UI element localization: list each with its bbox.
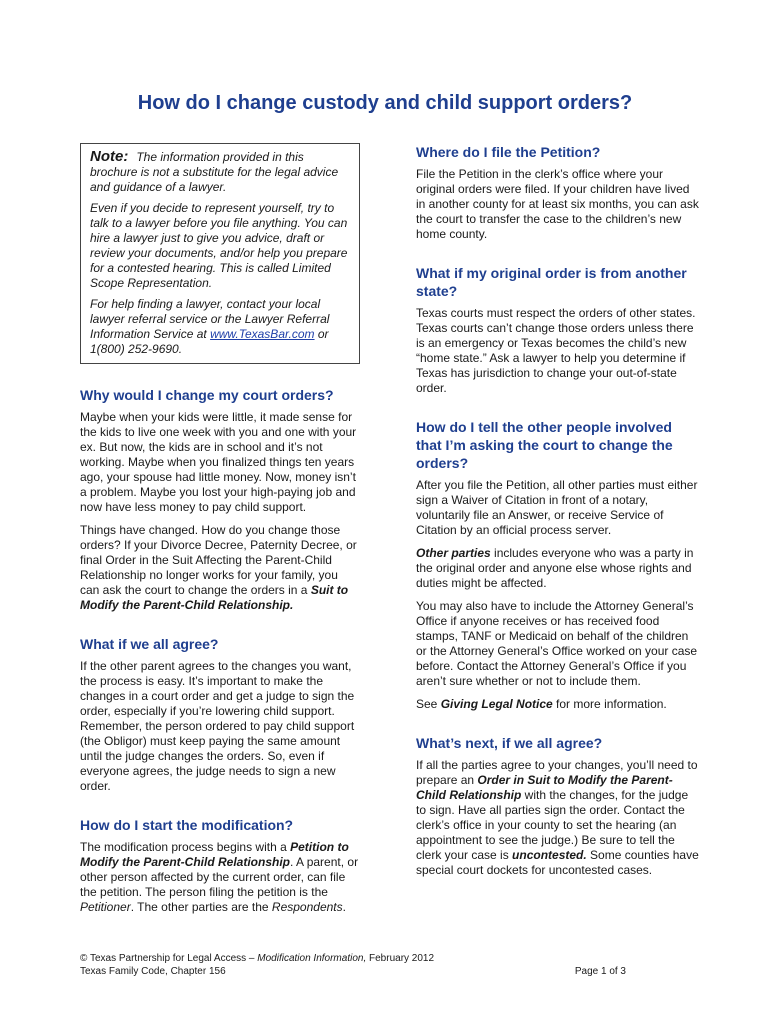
left-column [80, 143, 360, 937]
next-text-b: with the changes, for the judge to sign. Have all parties sign the order. Contact the clerk’s office in your county to set the hearing (an appointment to see the judge.) Be sure to tell the clerk your case is [416, 788, 689, 862]
start-text-a: The modification process begins with a [80, 840, 291, 854]
page-number: Page 1 of 3 [574, 966, 626, 977]
section-agree [80, 635, 360, 794]
note-text-3a: For help finding a lawyer, contact your local lawyer referral service or the Lawyer Referral Information Service at [90, 297, 330, 341]
section-next [416, 734, 700, 878]
note-paragraph-1 [90, 149, 353, 195]
heading-where: Where do I file the Petition? [416, 144, 601, 160]
note-paragraph-2: Even if you decide to represent yourself, try to talk to a lawyer before you file anything. You can hire a lawyer just to give you advice, draft or review your documents, and/or help you prepare for a contested hearing. This is called Limited Scope Representation. [90, 201, 348, 290]
tell-paragraph-1: After you file the Petition, all other parties must either sign a Waiver of Citation in front of a notary, voluntarily file an Answer, or receive Service of Citation by an official process server. [416, 478, 698, 537]
heading-agree: What if we all agree? [80, 636, 219, 652]
tell-text-2: includes everyone who was a party in the original order and anyone else whose rights and duties might be affected. [416, 546, 694, 590]
why-emphasis: Suit to Modify the Parent-Child Relationship. [80, 583, 349, 612]
why-paragraph-2 [80, 523, 360, 613]
heading-why: Why would I change my court orders? [80, 387, 334, 403]
footer-text-a: © Texas Partnership for Legal Access – [80, 953, 258, 964]
why-text-2: Things have changed. How do you change those orders? If your Divorce Decree, Paternity Decree, or final Order in the Suit Affecting the Parent-Child Relationship no longer works for your family, you can ask the court to change the orders in a [80, 523, 357, 597]
heading-start: How do I start the modification? [80, 817, 294, 833]
note-text-1: The information provided in this brochure is not a substitute for the legal advice and guidance of a lawyer. [90, 150, 339, 194]
heading-tell: How do I tell the other people involved that I’m asking the court to change the orders? [416, 419, 673, 471]
start-emphasis: Petition to Modify the Parent-Child Relationship [80, 840, 349, 869]
heading-next: What’s next, if we all agree? [416, 735, 603, 751]
note-box [80, 143, 360, 364]
footer-line-2: Texas Family Code, Chapter 156 [80, 966, 226, 977]
section-why [80, 386, 360, 613]
tell-paragraph-3: You may also have to include the Attorney General’s Office if anyone receives or has received food stamps, TANF or Medicaid on behalf of the children or the Attorney General’s Office worked on your case before. Contact the Attorney General’s Office if you aren’t sure whether or not to include them. [416, 599, 698, 688]
tell-paragraph-4 [416, 697, 700, 712]
section-other-state [416, 264, 700, 396]
next-paragraph-1 [416, 758, 700, 878]
start-text-b: . A parent, or other person affected by the current order, can file the petition. The person filing the petition is the [80, 855, 359, 899]
why-paragraph-1: Maybe when your kids were little, it made sense for the kids to live one week with you and one with your ex. But now, the kids are in school and it’s not working. Maybe when you finalized things ten years ago, your spouse had little money. Now, money isn’t a problem. Maybe you lost your high-paying job and now have less money to pay child support. [80, 410, 357, 514]
next-text-a: If all the parties agree to your changes, you’ll need to prepare an [416, 758, 698, 787]
start-petitioner: Petitioner [80, 900, 131, 914]
footer-text-b: February 2012 [366, 953, 435, 964]
tell-text-4a: See [416, 697, 441, 711]
section-where [416, 143, 700, 242]
start-respondents: Respondents [271, 900, 343, 914]
other-state-paragraph-1: Texas courts must respect the orders of other states. Texas courts can’t change those orders unless there is an emergency or Texas becomes the child’s new “home state.” Ask a lawyer to help you determine if Texas has jurisdiction to change your out-of-state order. [416, 306, 696, 395]
section-tell [416, 418, 700, 712]
next-emphasis: Order in Suit to Modify the Parent-Child Relationship [416, 773, 673, 802]
next-text-c: Some counties have special court dockets for uncontested cases. [416, 848, 699, 877]
footer-line-1 [80, 952, 626, 965]
note-label: Note: [90, 148, 129, 165]
page-title: How do I change custody and child support orders? [137, 92, 633, 114]
texasbar-link[interactable]: www.TexasBar.com [210, 327, 315, 341]
tell-emphasis-2: Giving Legal Notice [440, 697, 553, 711]
footer-emphasis: Modification Information, [257, 953, 367, 964]
section-start [80, 816, 360, 915]
note-paragraph-3 [90, 297, 353, 357]
start-paragraph-1 [80, 840, 360, 915]
note-text-3b: or 1(800) 252-9690. [90, 327, 329, 356]
tell-paragraph-2 [416, 546, 700, 591]
start-text-d: . [342, 900, 346, 914]
right-column [416, 143, 700, 900]
agree-paragraph-1: If the other parent agrees to the changes you want, the process is easy. It’s important to make the changes in a court order and get a judge to sign the order, especially if you’re lowering child support. Remember, the person ordered to pay child support (the Obligor) must keep paying the same amount until the judge changes the orders. So, even if everyone agrees, the judge needs to sign a new order. [80, 659, 355, 793]
start-text-c: . The other parties are the [130, 900, 272, 914]
tell-text-4b: for more information. [552, 697, 667, 711]
footer [80, 952, 626, 978]
next-emphasis-2: uncontested. [512, 848, 587, 862]
heading-other-state: What if my original order is from another state? [416, 265, 687, 299]
tell-emphasis: Other parties [416, 546, 491, 560]
where-paragraph-1: File the Petition in the clerk’s office where your original orders were filed. If your children have lived in another county for at least six months, you can ask the court to transfer the case to the children’s new home county. [416, 167, 699, 241]
